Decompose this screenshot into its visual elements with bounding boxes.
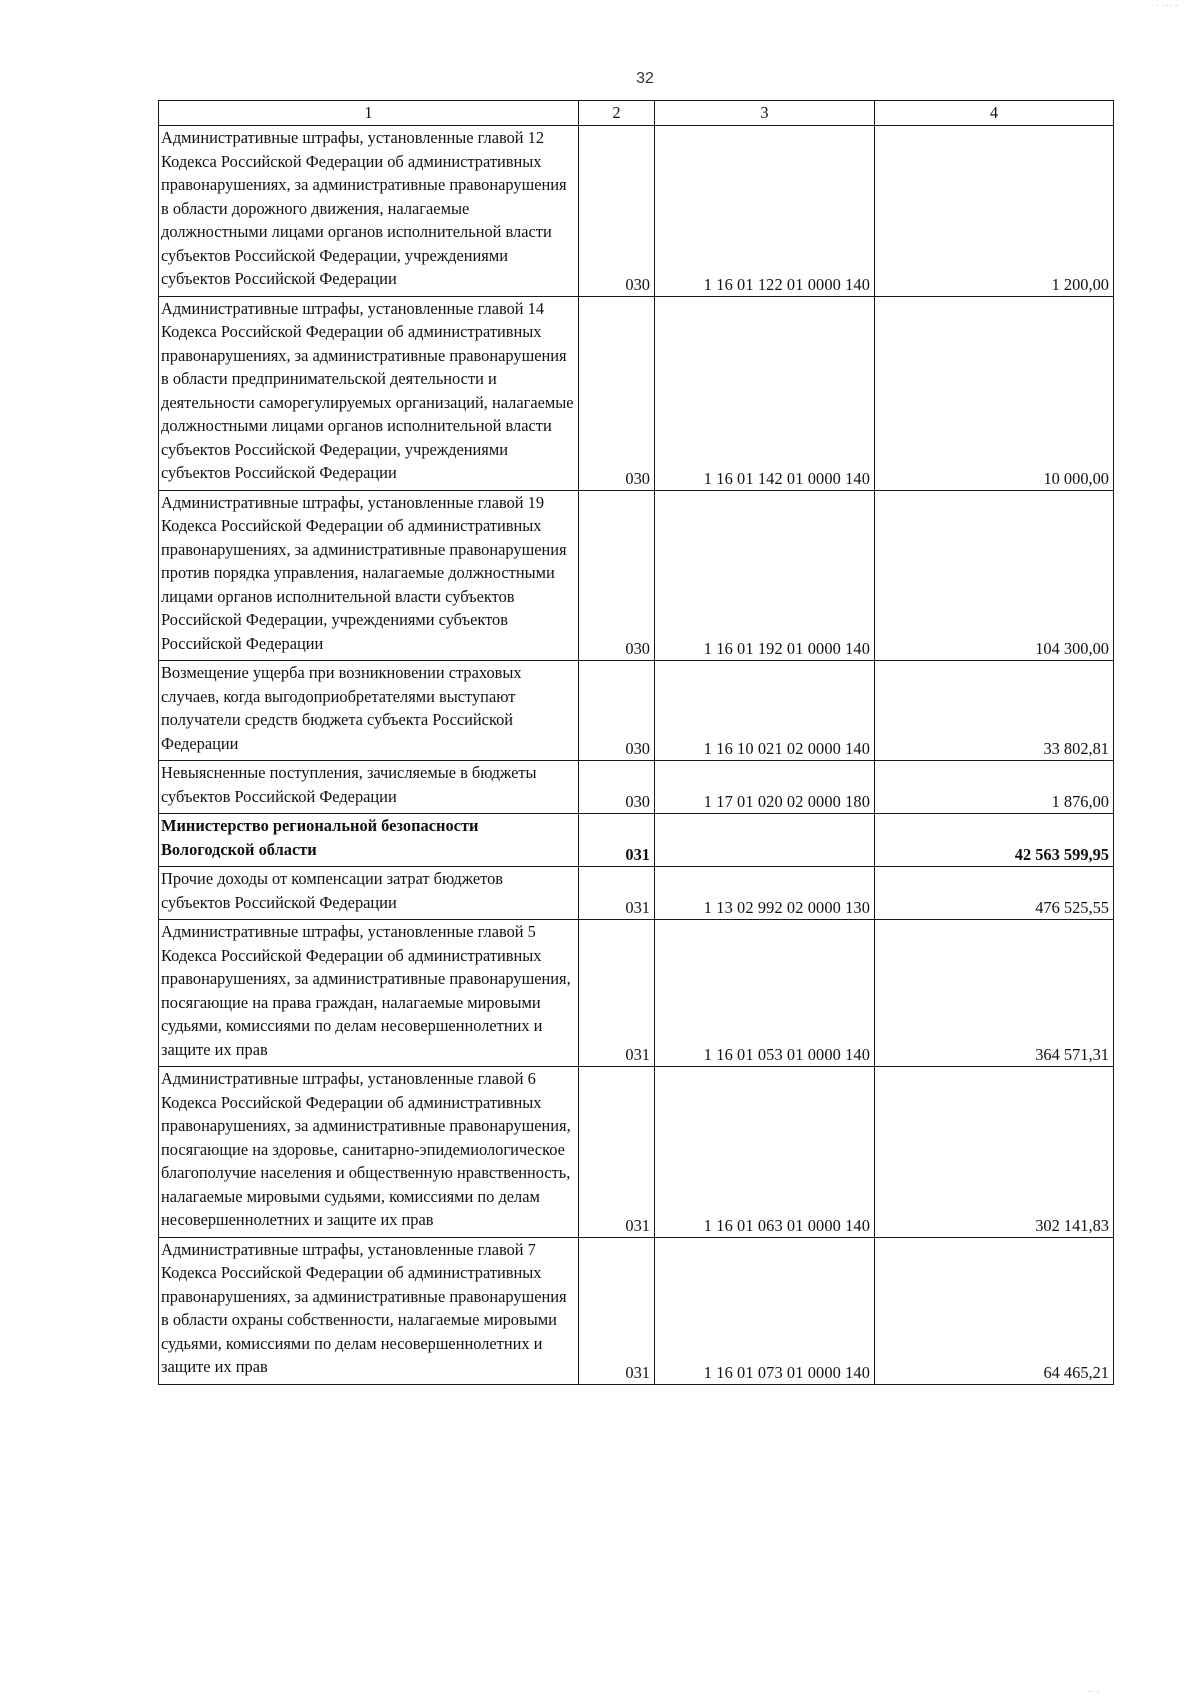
table-row xyxy=(159,490,1114,661)
table-row xyxy=(159,296,1114,490)
table-row xyxy=(159,867,1114,920)
header-col-3: 3 xyxy=(655,101,875,126)
row-kbk-code: 1 16 01 053 01 0000 140 xyxy=(655,920,875,1067)
row-kbk-code xyxy=(655,814,875,867)
row-name: Возмещение ущерба при возникновении страховых случаев, когда выгодоприобретателями выступают получатели средств бюджета субъекта Российской Федерации xyxy=(159,661,579,761)
row-kbk-code: 1 16 01 073 01 0000 140 xyxy=(655,1237,875,1384)
row-admin-code: 031 xyxy=(579,920,655,1067)
row-name: Административные штрафы, установленные главой 6 Кодекса Российской Федерации об административных правонарушениях, за административные правонарушения, посягающие на здоровье, санитарно-эпидемиологическое благополучие населения и общественную нравственность, налагаемые мировыми судьями, комиссиями по делам несовершеннолетних и защите их прав xyxy=(159,1067,579,1238)
row-amount: 364 571,31 xyxy=(875,920,1114,1067)
header-col-1: 1 xyxy=(159,101,579,126)
row-kbk-code: 1 16 01 063 01 0000 140 xyxy=(655,1067,875,1238)
page-number: 32 xyxy=(636,70,654,87)
row-admin-code: 031 xyxy=(579,867,655,920)
row-admin-code: 030 xyxy=(579,761,655,814)
corner-scan-mark: · ··· · xyxy=(1155,0,1178,11)
corner-scan-mark-bottom: ·· · xyxy=(1087,1686,1100,1697)
row-kbk-code: 1 16 01 122 01 0000 140 xyxy=(655,126,875,297)
row-name: Прочие доходы от компенсации затрат бюджетов субъектов Российской Федерации xyxy=(159,867,579,920)
row-admin-code: 030 xyxy=(579,661,655,761)
row-name: Административные штрафы, установленные главой 19 Кодекса Российской Федерации об административных правонарушениях, за административные правонарушения против порядка управления, налагаемые должностными лицами органов исполнительной власти субъектов Российской Федерации, учреждениями субъектов Российской Федерации xyxy=(159,490,579,661)
row-amount: 10 000,00 xyxy=(875,296,1114,490)
row-kbk-code: 1 16 01 142 01 0000 140 xyxy=(655,296,875,490)
table-row xyxy=(159,1067,1114,1238)
row-name: Административные штрафы, установленные главой 5 Кодекса Российской Федерации об административных правонарушениях, за административные правонарушения, посягающие на права граждан, налагаемые мировыми судьями, комиссиями по делам несовершеннолетних и защите их прав xyxy=(159,920,579,1067)
table-row xyxy=(159,1237,1114,1384)
row-amount: 1 876,00 xyxy=(875,761,1114,814)
row-name: Административные штрафы, установленные главой 7 Кодекса Российской Федерации об административных правонарушениях, за административные правонарушения в области охраны собственности, налагаемые мировыми судьями, комиссиями по делам несовершеннолетних и защите их прав xyxy=(159,1237,579,1384)
row-admin-code: 030 xyxy=(579,296,655,490)
row-name: Невыясненные поступления, зачисляемые в бюджеты субъектов Российской Федерации xyxy=(159,761,579,814)
row-kbk-code: 1 16 01 192 01 0000 140 xyxy=(655,490,875,661)
header-row xyxy=(159,101,1114,126)
row-amount: 42 563 599,95 xyxy=(875,814,1114,867)
revenue-table xyxy=(158,100,1114,1385)
row-amount: 476 525,55 xyxy=(875,867,1114,920)
row-amount: 1 200,00 xyxy=(875,126,1114,297)
row-name: Административные штрафы, установленные главой 12 Кодекса Российской Федерации об административных правонарушениях, за административные правонарушения в области дорожного движения, налагаемые должностными лицами органов исполнительной власти субъектов Российской Федерации, учреждениями субъектов Российской Федерации xyxy=(159,126,579,297)
table-row xyxy=(159,661,1114,761)
row-name: Административные штрафы, установленные главой 14 Кодекса Российской Федерации об административных правонарушениях, за административные правонарушения в области предпринимательской деятельности и деятельности саморегулируемых организаций, налагаемые должностными лицами органов исполнительной власти субъектов Российской Федерации, учреждениями субъектов Российской Федерации xyxy=(159,296,579,490)
row-admin-code: 030 xyxy=(579,490,655,661)
row-amount: 64 465,21 xyxy=(875,1237,1114,1384)
table-row xyxy=(159,761,1114,814)
table-row xyxy=(159,920,1114,1067)
row-kbk-code: 1 16 10 021 02 0000 140 xyxy=(655,661,875,761)
row-admin-code: 031 xyxy=(579,814,655,867)
row-amount: 104 300,00 xyxy=(875,490,1114,661)
row-kbk-code: 1 13 02 992 02 0000 130 xyxy=(655,867,875,920)
row-amount: 302 141,83 xyxy=(875,1067,1114,1238)
row-amount: 33 802,81 xyxy=(875,661,1114,761)
table-row xyxy=(159,126,1114,297)
row-name: Министерство региональной безопасности Вологодской области xyxy=(159,814,579,867)
row-admin-code: 031 xyxy=(579,1237,655,1384)
row-kbk-code: 1 17 01 020 02 0000 180 xyxy=(655,761,875,814)
row-admin-code: 030 xyxy=(579,126,655,297)
header-col-2: 2 xyxy=(579,101,655,126)
row-admin-code: 031 xyxy=(579,1067,655,1238)
revenue-table-container xyxy=(158,100,1113,1385)
table-row-ministry-header xyxy=(159,814,1114,867)
header-col-4: 4 xyxy=(875,101,1114,126)
